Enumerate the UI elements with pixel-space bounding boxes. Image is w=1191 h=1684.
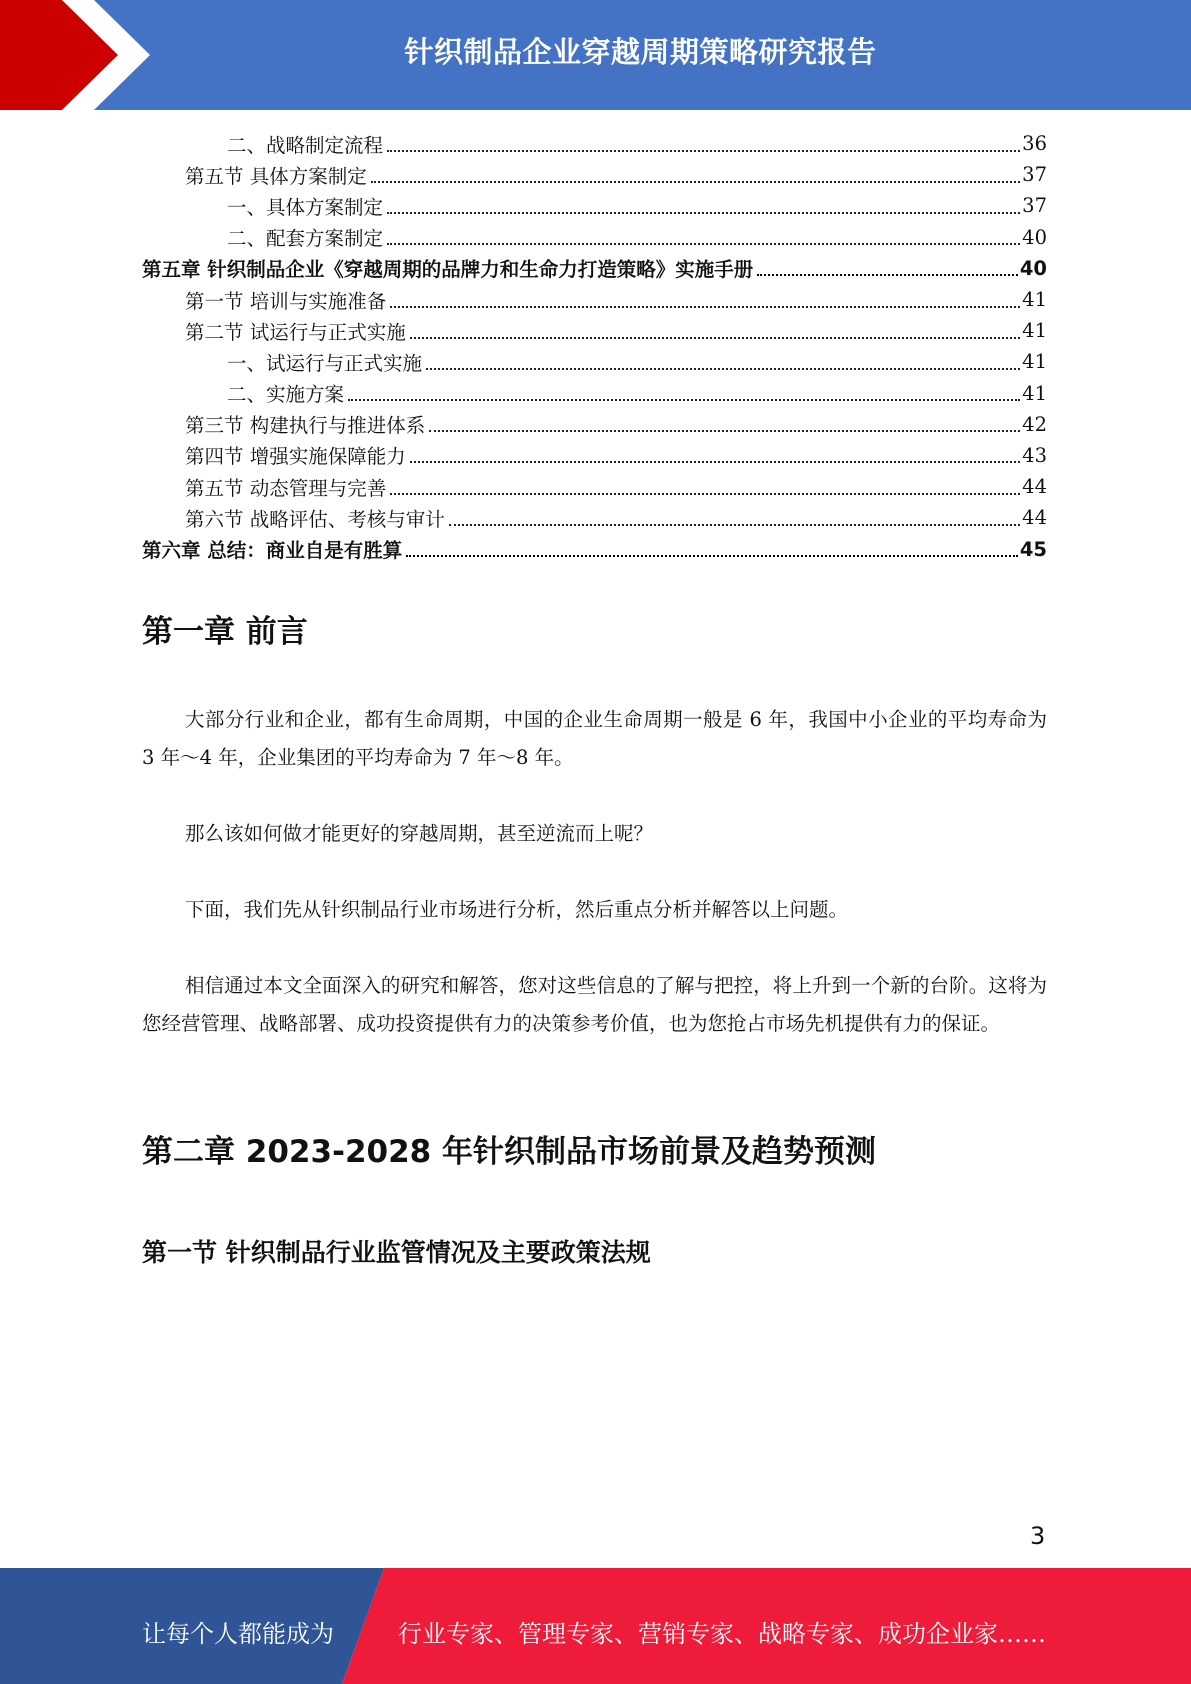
toc-entry-page: 37 bbox=[1022, 163, 1047, 187]
toc-entry-title: 一、试运行与正式实施 bbox=[227, 351, 423, 375]
toc-dot-leader bbox=[371, 181, 1020, 183]
page-number: 3 bbox=[1030, 1522, 1046, 1550]
toc-entry-title: 第六节 战略评估、考核与审计 bbox=[185, 507, 445, 531]
chapter1-paragraph: 相信通过本文全面深入的研究和解答，您对这些信息的了解与把控，将上升到一个新的台阶。这将为您经营管理、战略部署、成功投资提供有力的决策参考价值，也为您抢占市场先机提供有力的保证。 bbox=[142, 974, 1047, 1035]
toc-entry[interactable] bbox=[142, 471, 1047, 502]
toc-entry-title: 第一节 培训与实施准备 bbox=[185, 289, 387, 313]
chapter1-paragraph: 下面，我们先从针织制品行业市场进行分析，然后重点分析并解答以上问题。 bbox=[185, 898, 849, 921]
toc-entry-page: 41 bbox=[1022, 288, 1047, 312]
toc-entry-title: 二、实施方案 bbox=[227, 383, 345, 407]
toc-entry[interactable] bbox=[142, 502, 1047, 533]
toc-entry-page: 44 bbox=[1022, 506, 1047, 530]
toc-dot-leader bbox=[406, 555, 1018, 557]
toc-dot-leader bbox=[410, 461, 1020, 463]
toc-entry[interactable] bbox=[142, 409, 1047, 440]
toc-entry-page: 45 bbox=[1019, 537, 1047, 561]
header-title: 针织制品企业穿越周期策略研究报告 bbox=[404, 35, 877, 69]
toc-entry-page: 36 bbox=[1022, 132, 1047, 156]
toc-dot-leader bbox=[348, 399, 1020, 401]
toc-dot-leader bbox=[757, 274, 1018, 276]
toc-entry[interactable] bbox=[142, 440, 1047, 471]
toc-entry[interactable] bbox=[142, 159, 1047, 190]
toc-dot-leader bbox=[387, 150, 1020, 152]
toc-entry-title: 二、配套方案制定 bbox=[227, 227, 384, 251]
footer-slogan-left: 让每个人都能成为 bbox=[142, 1620, 334, 1648]
toc-entry-page: 41 bbox=[1022, 381, 1047, 405]
page-header bbox=[0, 0, 1191, 110]
toc-entry[interactable] bbox=[142, 190, 1047, 221]
toc-entry-page: 37 bbox=[1022, 194, 1047, 218]
toc-entry-page: 42 bbox=[1022, 412, 1047, 436]
toc-entry[interactable] bbox=[142, 346, 1047, 377]
toc-entry[interactable] bbox=[142, 315, 1047, 346]
toc-dot-leader bbox=[429, 430, 1020, 432]
toc-entry-title: 第三节 构建执行与推进体系 bbox=[185, 414, 426, 438]
toc-entry-title: 第五章 针织制品企业《穿越周期的品牌力和生命力打造策略》实施手册 bbox=[142, 258, 754, 282]
toc-dot-leader bbox=[387, 243, 1020, 245]
toc-entry[interactable] bbox=[142, 533, 1047, 564]
toc-entry-page: 41 bbox=[1022, 319, 1047, 343]
toc-entry-page: 43 bbox=[1022, 443, 1047, 467]
toc-entry-title: 第六章 总结：商业自是有胜算 bbox=[142, 539, 403, 563]
toc-dot-leader bbox=[390, 493, 1020, 495]
footer-slogan-right: 行业专家、管理专家、营销专家、战略专家、成功企业家…… bbox=[398, 1620, 1046, 1648]
chapter2-section1-title: 第一节 针织制品行业监管情况及主要政策法规 bbox=[142, 1238, 651, 1267]
toc-entry[interactable] bbox=[142, 222, 1047, 253]
toc-entry-title: 第五节 动态管理与完善 bbox=[185, 476, 387, 500]
toc-dot-leader bbox=[410, 337, 1020, 339]
chapter1-paragraph: 大部分行业和企业，都有生命周期，中国的企业生命周期一般是 6 年，我国中小企业的平均寿命为 3 年～4 年，企业集团的平均寿命为 7 年～8 年。 bbox=[142, 708, 1047, 769]
toc-entry[interactable] bbox=[142, 284, 1047, 315]
toc-entry[interactable] bbox=[142, 253, 1047, 284]
toc-entry-page: 41 bbox=[1022, 350, 1047, 374]
toc-entry-page: 44 bbox=[1022, 475, 1047, 499]
table-of-contents bbox=[142, 128, 1047, 565]
header-chevron-decoration bbox=[0, 0, 160, 110]
toc-dot-leader bbox=[387, 212, 1020, 214]
toc-dot-leader bbox=[390, 306, 1020, 308]
page-footer bbox=[0, 1568, 1191, 1684]
toc-entry[interactable] bbox=[142, 378, 1047, 409]
chapter1-paragraph: 那么该如何做才能更好的穿越周期，甚至逆流而上呢？ bbox=[185, 822, 654, 845]
toc-dot-leader bbox=[426, 368, 1020, 370]
toc-entry-page: 40 bbox=[1019, 256, 1047, 280]
toc-entry-title: 第五节 具体方案制定 bbox=[185, 164, 367, 188]
toc-entry[interactable] bbox=[142, 128, 1047, 159]
toc-entry-title: 二、战略制定流程 bbox=[227, 133, 384, 157]
chapter1-title: 第一章 前言 bbox=[142, 614, 308, 650]
chapter2-title: 第二章 2023-2028 年针织制品市场前景及趋势预测 bbox=[142, 1134, 877, 1170]
toc-dot-leader bbox=[449, 524, 1020, 526]
toc-entry-title: 第四节 增强实施保障能力 bbox=[185, 445, 406, 469]
toc-entry-page: 40 bbox=[1022, 225, 1047, 249]
toc-entry-title: 第二节 试运行与正式实施 bbox=[185, 320, 406, 344]
toc-entry-title: 一、具体方案制定 bbox=[227, 195, 384, 219]
